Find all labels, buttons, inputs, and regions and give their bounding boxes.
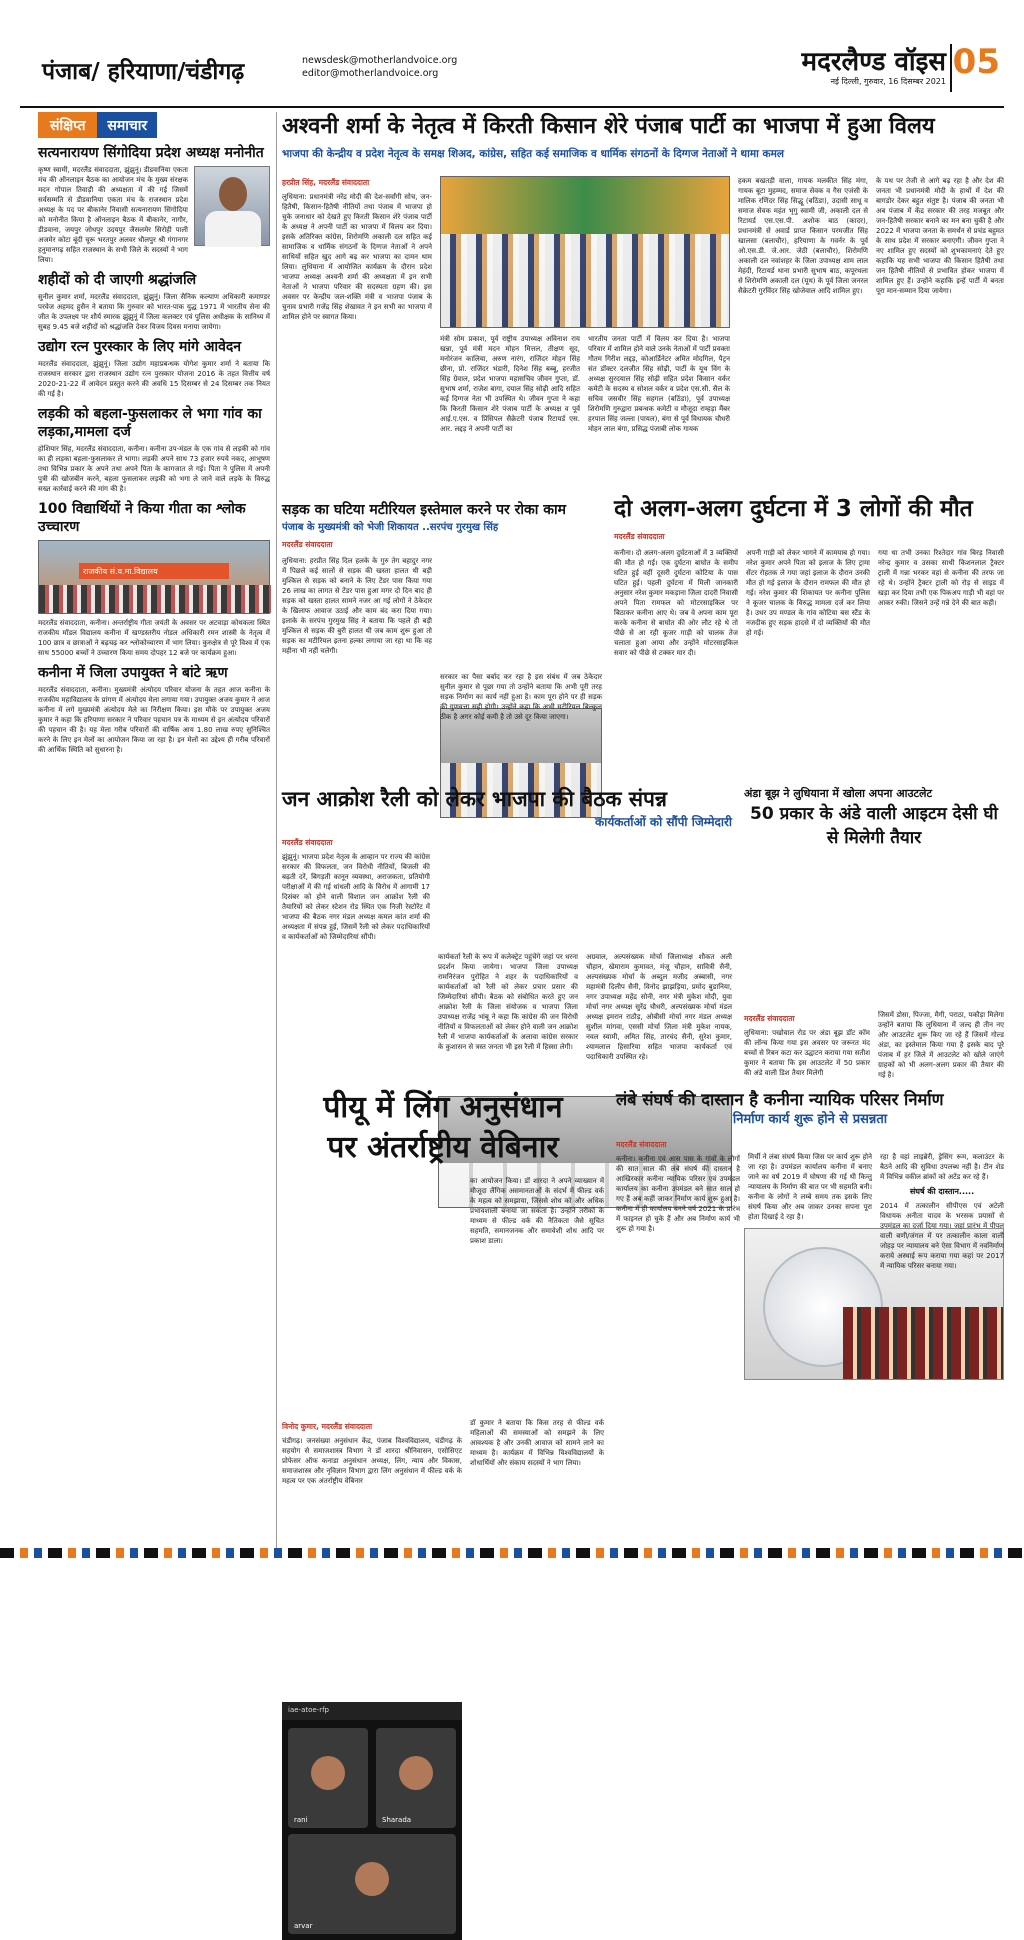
court-col-3 <box>880 1152 1004 1531</box>
accident-col-2 <box>746 548 870 776</box>
brief-text: मदरलैंड संवाददाता, कनीना। मुख्यमंत्री अंत्योदय परिवार योजना के तहत आज कनीना के राजकीय महाविद्यालय के प्रांगण में अंत्योदय मेला लगाया गया। उपायुक्त अजय कुमार ने आज कनीना में लगे मुख्यमंत्री अंत्योदय मेले का निरीक्षण किया। इस मौके पर उपायुक्त अजय कुमार ने कहा कि हरियाणा सरकार ने परिवार पहचान पत्र के माध्यम से इन अंत्योदय परिवारों की पहचान की है। यह मेला गरीब परिवारों की वार्षिक आय 1.80 लाख रुपए सुनिश्चित करने के लिए इन मेलों का आयोजन किया जा रहा है। इन मेलों का उद्देश्य ही गरीब परिवारों की आर्थिक स्थिति को सुधारना है। <box>38 686 270 754</box>
brief-label: संक्षिप्त <box>38 112 97 138</box>
article-text: चंडीगढ़। जनसंख्या अनुसंधान केंद्र, पंजाब विश्वविद्यालय, चंडीगढ़ के सहयोग से समाजशास्त्र विभाग ने डॉ शारदा श्रीनिवासन, एसोसिएट प्रोफेसर ऑफ कनाडा अनुसंधान अध्यक्ष, लिंग, न्याय और विकास, समाजशास्त्र और नृविज्ञान विभाग द्वारा लिंग अनुसंधान में फील्ड वर्क के महत्व पर एक अंतर्राष्ट्रीय वेबिनार <box>282 1437 462 1485</box>
school-banner: राजकीय सं.व.मा.विद्यालय <box>79 563 229 579</box>
byline: मदरलैंड संवाददाता <box>282 838 333 847</box>
road-headline: सड़क का घटिया मटीरियल इस्तेमाल करने पर रोका काम <box>282 502 566 518</box>
road-article <box>282 500 602 554</box>
article-text: लुधियाना: प्रधानमंत्री नरेंद्र मोदी की देश-सर्वांगी सोच, जन-हितैषी, किसान-हितैषी नीतियों तथा पंजाब में भाजपा हो चुके जनाधार को देखते हुए किरती किसान शेरे पंजाब पार्टी के अध्यक्ष ने अपनी पार्टी का भाजपा में विलय कर दिया। इसके अतिरिक्त कांग्रेस, शिरोमणि अकाली दल सहित कई सामाजिक व धार्मिक संगठनों के दिग्गज नेताओं ने अपने साथियों सहित खुद आगे बढ़ कर भाजपा का दामन थाम लिया। लुधियाना में आयोजित कार्यक्रम के दौरान प्रदेश भाजपा अध्यक्ष अश्वनी शर्मा की अध्यक्षता में इन सभी नेताओं ने भाजपा परिवार की सदस्यता ग्रहण की। इस अवसर पर केन्द्रीय जल-शक्ति मंत्री व भाजपा पंजाब के चुनाव प्रभारी गजेंद्र सिंह शेखावत ने इन सभी का भाजपा में शामिल होने पर स्वागत किया। <box>282 193 432 321</box>
article-text: सरकार का पैसा बर्बाद कर रहा है इस संबंध में जब ठेकेदार सुनील कुमार से पूछा गया तो उन्होंने बताया कि अभी पूरी तरह सड़क निर्माण का कार्य नहीं हुआ है। काम पूरा होने पर ही सड़क की गुणवत्ता सही होगी। उन्होंने कहा कि अभी मटीरियल बिल्कुल ठीक है अगर कोई कमी है तो उसे दूर किया जाएगा। <box>440 673 602 721</box>
article-text: गया था तभी उनका रिश्तेदार गांव बिरड़ निवासी नरेन्द्र कुमार व उसका साथी किशनलाल ट्रैक्टर ट्राली में गन्ना भरकर वहां से कनीना की तरफ जा रहे थे। उन्होंने ट्रैक्टर ट्राली को रोड़ से साइड में खड़ा कर दिया तभी एक पिकअप गाड़ी भी वहां पर आकर रुकी। जिसने उन्हें गन्ने देने की बात कही। <box>878 549 1004 607</box>
lead-col-1 <box>282 174 432 480</box>
court-col-2 <box>748 1152 872 1532</box>
article-text: मंत्री सोम प्रकाश, पूर्व राष्ट्रीय उपाध्यक्ष अविनाश राय खन्ना, पूर्व मंत्री मदन मोहन मित्तल, तीक्षण सूद, मनोरंजन कालिया, अरुण नारंग, राजिंदर मोहन सिंह छीना, प्रो. राजिंदर भंडारी, दिनेश सिंह बब्बू, हरजीत सिंह ग्रेवाल, प्रदेश भाजपा महासचिव जीवन गुप्ता, डॉ. सुभाष शर्मा, राजेश बागा, दयाल सिंह सोढ़ी आदि सहित कई दिग्गज नेता भी उपस्थित थे। जीवन गुप्ता ने कहा कि किरती किसान शेरे पंजाब पार्टी के अध्यक्ष व पूर्व आई.ए.एस. व प्रिंसिपल सैक्रेटरी पंजाब रिटायर्ड एस. आर. लद्दड़ ने अपनी पार्टी का <box>440 335 580 433</box>
page-number: 05 <box>952 42 1000 82</box>
accident-article <box>614 494 1004 546</box>
lead-col-3 <box>588 334 730 494</box>
contact-emails <box>302 54 457 80</box>
webinar-headline-1: पीयू में लिंग अनुसंधान <box>323 1090 563 1125</box>
lead-photo <box>440 176 730 328</box>
rally-col-1 <box>282 834 430 1082</box>
brief-headline: लड़की को बहला-फुसलाकर ले भगा गांव का लड़का,मामला दर्ज <box>38 406 262 440</box>
article-text: कनीना। कनीना एवं आस पास के गांवों के लोगों की सात साल की लंबे संघर्ष की दास्तान है आखिरकार कनीना न्यायिक परिसर एवं उपमंडल कार्यालय का कनीना उपमंडल बने सात साल हो गए हैं अब कहीं जाकर निर्माण कार्य शुरू हुआ है। कनीना में ही कार्यालय बनने वर्ष 2021 के प्रारंभ में फाइनल हो चुके हैं और अब निर्माण कार्य भी शुरू हो गया है। <box>616 1155 740 1233</box>
lead-col-2 <box>440 334 580 494</box>
participant-face <box>355 1862 389 1896</box>
brief-text: सुनील कुमार शर्मा, मदरलैंड संवाददाता, झुंझुनूं। जिला सैनिक कल्याण अधिकारी कमाण्डर परवेज अहमद हुसैन ने बताया कि गुरुवार को भारत-पाक युद्ध 1971 में भारतीय सेना की जीत के उपलक्ष्य पर शौर्य स्मारक झुंझुनूं में जिला कलक्टर एवं पुलिस अधीक्षक के सानिध्य में सुबह 9.45 बजे शहीदों को श्रद्धांजलि देकर विजय दिवस मनाया जायेगा। <box>38 293 270 331</box>
byline: हरप्रीत सिंह, मदरलैंड संवाददाता <box>282 178 370 187</box>
brief-headline: सत्यनारायण सिंगोदिया प्रदेश अध्यक्ष मनोनीत <box>38 145 264 161</box>
egg-col-1 <box>744 1010 870 1086</box>
webinar-col-2 <box>282 1418 462 1540</box>
brief-headline: 100 विद्यार्थियों ने किया गीता का श्लोक उच्चारण <box>38 501 246 535</box>
article-text: 2014 में तत्कालीन सीपीएस एवं अटेली विधायक अनीता यादव के भरसक प्रयासों से उपमंडल का दर्जा दिया गया। जहां प्रारंभ में पीपल वाली बणी/जंगल में पर तत्कालीन काला वाली जोहड़ पर न्यायालय बने ऐसा विभाग में नवनिर्माण कराये अस्थाई रूप कराया गया कहां पर 2017 में न्यायिक परिसर बनाया गया। <box>880 1202 1004 1270</box>
byline: मदरलैंड संवाददाता <box>616 1140 667 1149</box>
rally-subheadline: कार्यकर्ताओं को सौंपी जिम्मेदारी <box>595 815 732 829</box>
road-col-2 <box>440 672 602 776</box>
accident-col-3 <box>878 548 1004 776</box>
egg-kicker: अंडा बूझ ने लुधियाना में खोला अपना आउटलेट <box>744 787 933 800</box>
webinar-headline-2: पर अंतर्राष्ट्रीय वेबिनार <box>327 1130 559 1165</box>
accident-headline: दो अलग-अलग दुर्घटना में 3 लोगों की मौत <box>614 496 973 522</box>
article-text: के पथ पर तेजी से आगे बढ़ रहा है और देश की जनता भी प्रधानमंत्री मोदी के हाथों में देश की बागडोर देकर बहुत संतुष्ट है। पंजाब की जनता भी अब पंजाब में केंद्र सरकार की तरह मजबूत और जन-हितैषी सरकार बनाने का मन बना चुकी है और 2022 में भाजपा जनता के समर्थन से प्रचंड बहुमत के साथ प्रदेश में सरकार बनाएगी। जीवन गुप्ता ने नए शामिल हुए सदस्यों को शुभकामनाएं देते हुए कहाकि यह सभी भाजपा की किसान हितैषी तथा जन हितैषी नीतियों से प्रभावित होकर भाजपा में शामिल हुए हैं। उन्होंने कहाकि इन्हें पार्टी में बनता पूरा मान-सम्मान दिया जायेगा। <box>876 177 1004 295</box>
color-registration-bar <box>0 1548 1024 1558</box>
court-article <box>616 1088 1004 1128</box>
participant-tile <box>376 1728 456 1828</box>
lead-col-4 <box>738 176 868 494</box>
newsdesk-email[interactable]: newsdesk@motherlandvoice.org <box>302 55 458 66</box>
brief-text: होशियार सिंह, मदरलैंड संवाददाता, कनीना। कनीना उप-मंडल के एक गांव से लड़की को गांव का ही लड़का बहला-फुसलाकर ले भागा। लड़की अपने साथ 73 हजार रुपये नकद, आभूषण तथा विभिन्न प्रकार के अपने तथा अपने पिता के कागजात ले गई। पिता ने पुलिस में अपनी पुत्री की खोजबीन करने, बहला फुसलाकर लड़की को भगा ले जाने वाले लड़के के विरुद्ध सख्त कार्रवाई करने की मांग की है। <box>38 445 270 493</box>
egg-headline: 50 प्रकार के अंडे वाली आइटम देसी घी से मिलेगी तैयार <box>750 804 998 848</box>
court-side-heading: संघर्ष की दास्तान..... <box>909 1187 975 1196</box>
brand-logo: मदरलैण्ड वॉइस <box>801 47 946 77</box>
byline: मदरलैंड संवाददाता <box>744 1014 795 1023</box>
rally-article <box>282 784 732 830</box>
article-text: अग्रवाल, अल्पसंख्यक मोर्चा जिलाध्यक्ष शौकत अली चौहान, खेमाराम कुमावत, मंजू चौहान, सावित्री सैनी, अल्पसंख्यक मोर्चा के अब्दुल मजीद अब्बासी, नगर महामंत्री दिलीप सैनी, विनोद झाझड़िया, प्रमोद बुडानिया, नगर उपाध्यक्ष महेंद्र सोनी, नगर मंत्री मुकेश मोदी, युवा मोर्चा नगर अध्यक्ष सुरेंद्र चौधरी, अल्पसंख्यक मोर्चा मंडल अध्यक्ष इमरान राठौड़, ओबीसी मोर्चा नगर मंडल अध्यक्ष सुशील मांगवा, एससी मोर्चा जिला मंत्री मुकेश नायक, नवल स्वामी, अमित सिंह, तारचंद सैनी, सुरेश कुमार, श्यामलाल हिसारिया सहित भाजपा कार्यकर्ता एवं पदाधिकारी उपस्थित रहे। <box>586 953 732 1061</box>
newspaper-page <box>20 20 1004 1930</box>
court-subheadline: निर्माण कार्य शुरू होने से प्रसन्नता <box>732 1112 888 1127</box>
school-photo <box>38 540 270 614</box>
news-label: समाचार <box>97 112 157 138</box>
editor-email[interactable]: editor@motherlandvoice.org <box>302 68 439 79</box>
article-text: अपनी गाड़ी को लेकर भागने में कामयाब हो गया। नरेश कुमार अपने पिता को इलाज के लिए ट्रामा सेंटर रोहतक ले गया जहां इलाज के दौरान उनकी मौत हो गई इलाज के दौरान रामफल की मौत हो गई। नरेश कुमार की शिकायत पर कनीना पुलिस ने कूजर चालक के विरुद्ध मामला दर्ज कर लिया है। उधर उप मण्डल के गांव कोटिया बस स्टैंड के नजदीक हुए सड़क हादसे में दो व्यक्तियों की मौत हो गई। <box>746 549 870 637</box>
article-text: भारतीय जनता पार्टी में विलय कर दिया है। भाजपा परिवार में शामिल होने वाले उनके नेताओं में पार्टी प्रवक्ता गौतम गिरीश लद्दड़, कोआर्डिनेटर अमित मोदगिल, पैट्रन संत डॉक्टर दलजीत सिंह सोढ़ी, पार्टी के यूथ विंग के अध्यक्ष सुरदयाल सिंह सोढ़ी सहित प्रदेश किसान वर्कर कमेटी के सदस्य व सोशल वर्कर व प्रदेश एस.सी. सैल के सचिव जसवीर सिंह सहगल (बठिंडा), पूर्व उपाध्यक्ष शिरोमणि गुरुद्वारा प्रबन्धक कमेटी व मौजूदा राम्हड़ा मैंबर हरपाल सिंह जल्ला (पायल), बंगा से पूर्व विधायक चौधरी मोहन लाल बंगा, प्रसिद्ध पंजाबी लोक गायक <box>588 335 730 433</box>
header-rule <box>20 106 1004 108</box>
participant-face <box>311 1756 345 1790</box>
main-news-area <box>282 112 1004 1930</box>
byline: मदरलैंड संवाददाता <box>282 540 333 549</box>
brief-banner <box>38 112 270 138</box>
road-subheadline: पंजाब के मुख्यमंत्री को भेजी शिकायत ..सरपंच गुरमुख सिंह <box>282 522 499 533</box>
egg-article <box>744 786 1004 850</box>
section-title: पंजाब/ हरियाणा/चंडीगढ़ <box>42 59 245 85</box>
portrait-face <box>219 177 247 211</box>
accident-col-1 <box>614 548 738 776</box>
article-text: झुंझुनूं। भाजपा प्रदेश नेतृत्व के आव्हान पर राज्य की कांग्रेस सरकार की विफलता, जन विरोधी नीतियों, बिजली की बढ़ती दरें, बिगड़ती कानून व्यवस्था, अराजकता, प्रतियोगी परीक्षाओं में की गई धांधली आदि के विरोध में आगामी 17 दिसंबर को होने वाली विशाल जन आक्रोश रैली की तैयारियों को लेकर स्टेशन रोड स्थित एक निजी रेस्टोरेंट में भाजपा की बैठक नगर मंडल अध्यक्ष कमल कांत शर्मा की अध्यक्षता में संपन्न हुई, जिसमें रैली को लेकर पदाधिकारियों व कार्यकर्ताओं को जिम्मेदारियां सौंपी। <box>282 853 430 941</box>
article-text: रहा है वहां लाइब्रेरी, ड्रेसिंग रूम, कलाउंटर के बैठने आदि की सुविधा उपलब्ध नहीं है। टीन शेड में विभिन्न वकील ब्रांकों को अटेंड कर रहे हैं। <box>880 1153 1004 1181</box>
egg-col-2 <box>878 1010 1004 1080</box>
meeting-title: iae-atoe-rfp <box>282 1702 462 1720</box>
webinar-article <box>282 1088 604 1168</box>
students-crowd <box>39 585 271 613</box>
lead-col-5 <box>876 176 1004 494</box>
issue-date: नई दिल्ली, गुरुवार, 16 दिसम्बर 2021 <box>830 77 946 86</box>
brief-text: मदरलैंड संवाददाता, कनीना। अन्तर्राष्ट्रीय गीता जयंती के अवसर पर अटवाड़ा कोथकला स्थित राजकीय मॉडल विद्यालय कनीना में खण्डस्तरीय नोडल अधिकारी रमन शास्त्री के नेतृत्व में 100 छात्र व छात्राओं ने बढ़चढ़ कर श्लोकोच्चारण में भाग लिया। कुरुक्षेत्र से पूरे विश्व में एक साथ 55000 बच्चों ने उच्चारण किया समय दोपहर 12 बजे पर कार्यक्रम हुआ। <box>38 619 270 657</box>
article-text: डॉ कुमार ने बताया कि किस तरह से फील्ड वर्क महिलाओं की समस्याओं को समझने के लिए आवश्यक है और उनकी आवाज को सामने लाने का माध्यम है। कार्यक्रम में विभिन्न विश्वविद्यालयों के शोधार्थियों और संकाय सदस्यों ने भाग लिया। <box>470 1419 604 1467</box>
court-headline: लंबे संघर्ष की दास्तान है कनीना न्यायिक परिसर निर्माण <box>616 1090 944 1109</box>
rally-headline: जन आक्रोश रैली को लेकर भाजपा की बैठक संपन्न <box>282 787 667 811</box>
lead-subheadline: भाजपा की केन्द्रीय व प्रदेश नेतृत्व के समक्ष शिअद, कांग्रेस, सहित कई समाजिक व धार्मिक संगठनों के दिग्गज नेताओं ने थामा कमल <box>282 148 784 160</box>
rally-col-2 <box>438 952 578 1078</box>
brief-headline: उद्योग रत्न पुरस्कार के लिए मांगे आवेदन <box>38 339 242 355</box>
article-text: लुधियाना: पखोवाल रोड पर अंडा बूझ डॉट कॉम की लॉन्च किया गया इस अवसर पर जरूरत मंद बच्चों से रिबन कटा कर उद्घाटन कराया गया सतीश कुमार ने बताया कि इस आउटलेट में 50 प्रकार की अंडे वाली डिश तैयार मिलेगी <box>744 1029 870 1077</box>
article-text: लुधियाना: हरप्रीत सिंह दिल हलके के गुरु तेग बहादुर नगर में पिछले कई सालों से सड़क की खस्ता हालत थी बड़ी मुश्किल से सड़क को बनाने के लिए टेंडर पास किया गया 26 लाख का लागत से टेंडर पास हुआ मगर दो दिन बाद ही सड़क को खस्ता हालत सामने नजर आ गई लोगों ने ठेकेदार के खिलाफ आवाज उठाई और काम बंद करा दिया गया। इलाके के सरपंच गुरमुख सिंह ने बताया कि पहले ही बड़ी मुश्किल से सड़क की बुरी हालत थी जब काम शुरू हुआ तो सड़क का मटीरियल इतना हल्का लगाया जा रहा था कि वह महीना भी नहीं चलेगी। <box>282 557 432 655</box>
portrait-photo <box>194 166 270 246</box>
court-col-1 <box>616 1136 740 1534</box>
webinar-col-3 <box>470 1418 604 1536</box>
portrait-shirt <box>205 211 261 247</box>
brief-headline: शहीदों को दी जाएगी श्रद्धांजलि <box>38 272 197 288</box>
stage-backdrop <box>441 177 729 234</box>
brief-text: मदरलैंड संवाददाता, झुंझुनूं। जिला उद्योग महाप्रबन्धक योगेश कुमार शर्मा ने बताया कि राजस्थान सरकार द्वारा राजस्थान उद्योग रत्न पुरस्कार योजना 2016 के तहत वित्तीय वर्ष 2020-21-22 में आवेदन प्रस्तुत करने की अवधि 15 दिसम्बर से 24 दिसम्बर तक नियत की गई है। <box>38 360 270 398</box>
brief-text: कृष्ण स्वामी, मदरलैंड संवाददाता, झुंझुनूं। डीडवानिया एकता मंच की ऑनलाइन बैठक का आयोजन मंच के मुख्य संरक्षक मदन गोपाल तिवाड़ी की अध्यक्षता में की गई जिसमें सर्वसम्मति से डीडवानिया एकता मंच के राजस्थान प्रदेश अध्यक्ष के पद पर बीकानेर निवासी सत्यनारायण सिंगोदिया को मनोनीत किया है ऑनलाइन बैठक में बीकानेर, नागौर, डीडवाना, जयपुर जोधपुर उदयपुर जैसलमेर सिरोही पाली अजमेर कोटा बूंदी चूरू भरतपुर अलवर धौलपुर श्री गंगानगर हनुमानगढ़ सहित राजस्थान के सभी जिले के सदस्यों ने भाग लिया। <box>38 166 188 264</box>
webinar-col-1 <box>470 1176 604 1412</box>
leaders-group <box>441 234 729 327</box>
participant-name: arvar <box>294 1922 313 1930</box>
article-text: का आयोजन किया। डॉ शारदा ने अपने व्याख्यान में मौजूदा लैंगिक असमानताओं के संदर्भ में फील्ड वर्क के महत्व को समझाया, जिससे शोध को और अधिक प्रभावशाली बनाया जा सकता है। उन्होंने तरीकों के माध्यम से फील्ड वर्क की नैतिकता जैसे सूचित सहमति, समानजनक और समावेशी शोध आदि पर प्रकाश डाला। <box>470 1177 604 1245</box>
article-text: हकम बखतड़ी वाला, गायक मलकीत सिंह मंगा, गायक बूटा मुहम्मद, समाज सेवक व गैस एजंसी के मालिक रणिंदर सिंह सिद्धू (बठिंडा), उदासी साधू व समाज सेवक महंत भृगु स्वामी जी, अकाली दल से रिटायर्ड एस.एस.पी. अशोक बाठ (कादर), प्रधानमंत्री से अवार्ड प्राप्त किसान परमजीत सिंह खालसा (बलाचौर), हरियाणा के गवर्नर के पूर्व ओ.एस.डी. जे.आर. जेठी (बलाचौर), शिरोमणि अकाली दल नवांशहर के जिला उपाध्यक्ष शाम लाल मेहंदी, रिटायर्ड थाना प्रभारी सुभाष बाठ, कपूरथला से शिरोमणि अकाली दल (यूथ) के पूर्व जिला जनरल सैक्रेटरी गुरविंदर सिंह खोजेवाल आदि शामिल हुए। <box>738 177 868 295</box>
participant-name: rani <box>294 1816 308 1824</box>
column-divider <box>276 112 277 1552</box>
article-text: जिसमें डोसा, पिज्जा, मैगी, पराठा, पकौड़ा मिलेगा उन्होंने बताया कि लुधियाना में जल्द ही तीन नए और आउटलेट शुरू किए जा रहे हैं जिसमें गोल्ड अंडा, का इस्तेमाल किया गया है इसके बाद पूरे पंजाब में हर जिले में आउटलेट को खोले जाएंगे ग्राहकों को भी अलग-अलग प्रकार की तैयार की गई है। <box>878 1011 1004 1079</box>
participant-tile <box>288 1728 368 1828</box>
page-header <box>20 42 1004 112</box>
byline: विनोद कुमार, मदरलैंड संवाददाता <box>282 1422 373 1431</box>
rally-col-3 <box>586 952 732 1078</box>
participant-face <box>399 1756 433 1790</box>
brief-headline: कनीना में जिला उपायुक्त ने बांटे ऋण <box>38 665 228 681</box>
road-col-1 <box>282 556 432 776</box>
participant-name: Sharada <box>382 1816 412 1824</box>
lead-headline: अश्वनी शर्मा के नेतृत्व में किरती किसान शेरे पंजाब पार्टी का भाजपा में हुआ विलय <box>282 114 935 139</box>
participant-tile <box>288 1834 456 1934</box>
brief-news-column <box>38 112 270 1552</box>
article-text: मिर्ची ने लंबा संघर्ष किया जिस पर कार्य शुरू होने जा रहा है। उपमंडल कार्यालय कनीना में बनाए जाने का वर्ष 2019 में घोषणा की गई थी किन्तु न्यायालय के निर्माण की बात पर भी सहमति बनी। कनीना के लोगों ने लम्बे समय तक इसके लिए संघर्ष किया और अब जाकर उनका सपना पूरा होता दिखाई दे रहा है। <box>748 1153 872 1221</box>
lead-article <box>282 112 1004 162</box>
webinar-screenshot <box>282 1702 462 1940</box>
byline: मदरलैंड संवाददाता <box>614 532 665 541</box>
article-text: कनीना। दो अलग-अलग दुर्घटनाओं में 3 व्यक्तियों की मौत हो गई। एक दुर्घटना बाघोत के समीप घटित हुई वहीं दूसरी दुर्घटना कोटिया के पास घटित हुई। पहली दुर्घटना में मिली जानकारी अनुसार नरेश कुमार मकड़ाना जिला दादरी निवासी अपने पिता रामफल को मोटरसाइकिल पर बिठाकर कनीना आए थे। जब वे अपना काम पूरा करके कनीना से बाघोत की ओर लौट रहे थे तो पीछे से आ रही कूजर गाड़ी को चालक तेज चलाता हुआ आया और उन्होंने मोटरसाइकिल सवार को पीछे से टक्कर मार दी। <box>614 549 738 657</box>
article-text: कार्यकर्ता रैली के रूप में कलेक्ट्रेट पहुंचेंगे जहां पर धरना प्रदर्शन किया जायेगा। भाजपा जिला उपाध्यक्ष रामनिरंजन पुरोहित ने शहर के पदाधिकारियों व कार्यकर्ताओं को रैली को लेकर प्रचार प्रसार की जिम्मेदारियां सौंपी। बैठक को संबोधित करते हुए जन आक्रोश रैली के जिला संयोजक व भाजपा जिला उपाध्यक्ष राजेंद्र भांबू ने कहा कि कांग्रेस की जन विरोधी नीतियों व विफलताओं को लेकर होने वाली जन आक्रोश रैली में भाजपा कार्यकर्ताओं के अलावा कांग्रेस सरकार के कुशासन से त्रस्त जनता भी इस रैली में हिस्सा लेगी। <box>438 953 578 1051</box>
